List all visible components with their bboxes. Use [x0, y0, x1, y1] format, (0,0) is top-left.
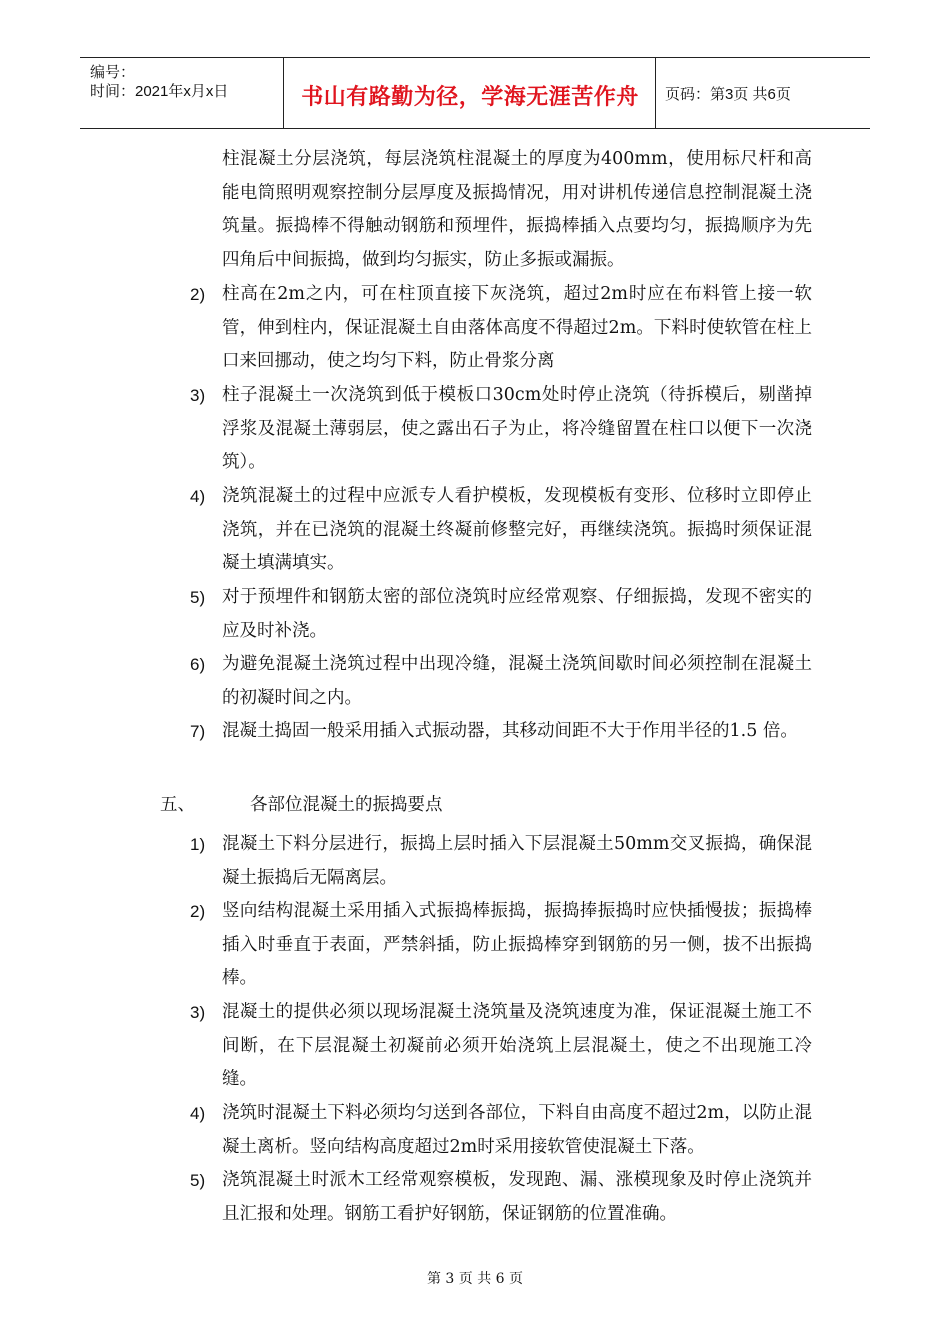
number-label: 编号： — [90, 64, 136, 81]
page-header — [80, 57, 870, 129]
list-number: 3) — [190, 386, 206, 405]
section-number: 五、 — [160, 795, 195, 815]
list-text: 对于预埋件和钢筋太密的部位浇筑时应经常观察、仔细振捣，发现不密实的应及时补浇。 — [222, 587, 812, 641]
list-text: 柱子混凝土一次浇筑到低于模板口30cm处时停止浇筑（待拆模后，剔凿掉浮浆及混凝土薄弱层，使之露出石子为止，将冷缝留置在柱口以便下一次浇筑）。 — [222, 385, 812, 472]
list-text: 混凝土的提供必须以现场混凝土浇筑量及浇筑速度为准，保证混凝土施工不间断，在下层混凝土初凝前必须开始浇筑上层混凝土，使之不出现施工冷缝。 — [222, 1002, 812, 1089]
header-divider — [655, 58, 656, 128]
list-text: 柱高在2m之内，可在柱顶直接下灰浇筑，超过2m时应在布料管上接一软管，伸到柱内，保证混凝土自由落体高度不得超过2m。下料时使软管在柱上口来回挪动，使之均匀下料，防止骨浆分离 — [222, 284, 812, 371]
list-text: 浇筑时混凝土下料必须均匀送到各部位，下料自由高度不超过2m，以防止混凝土离析。竖向结构高度超过2m时采用接软管使混凝土下落。 — [222, 1103, 812, 1157]
time-label: 时间：2021年x月x日 — [90, 83, 229, 100]
page-footer: 第 3 页 共 6 页 — [426, 1271, 524, 1287]
list-number: 2) — [190, 902, 206, 921]
list-number: 4) — [190, 487, 206, 506]
section-title: 各部位混凝土的振捣要点 — [250, 795, 443, 815]
list-number: 5) — [190, 1171, 206, 1190]
list-text: 混凝土捣固一般采用插入式振动器，其移动间距不大于作用半径的1.5 倍。 — [222, 721, 798, 741]
header-divider — [283, 58, 284, 128]
list-text: 混凝土下料分层进行，振捣上层时插入下层混凝土50mm交叉振捣，确保混凝土振捣后无隔离层。 — [222, 834, 812, 888]
list-text: 为避免混凝土浇筑过程中出现冷缝，混凝土浇筑间歇时间必须控制在混凝土的初凝时间之内。 — [222, 654, 812, 708]
list-text: 浇筑混凝土的过程中应派专人看护模板，发现模板有变形、位移时立即停止浇筑，并在已浇筑的混凝土终凝前修整完好，再继续浇筑。振捣时须保证混凝土填满填实。 — [222, 486, 812, 573]
list-number: 6) — [190, 655, 206, 674]
header-meta — [90, 63, 228, 101]
list-text: 浇筑混凝土时派木工经常观察模板，发现跑、漏、涨模现象及时停止浇筑并且汇报和处理。钢筋工看护好钢筋，保证钢筋的位置准确。 — [222, 1170, 812, 1224]
list-number: 7) — [190, 722, 206, 741]
list-number: 5) — [190, 588, 206, 607]
list-text: 竖向结构混凝土采用插入式振捣棒振捣，振捣捧振捣时应快插慢拔；振捣棒插入时垂直于表面，严禁斜插，防止振捣棒穿到钢筋的另一侧，拔不出振捣棒。 — [222, 901, 812, 988]
header-motto: 书山有路勤为径，学海无涯苦作舟 — [301, 85, 639, 110]
list-number: 1) — [190, 835, 206, 854]
list-number: 2) — [190, 285, 206, 304]
list-number: 3) — [190, 1003, 206, 1022]
list-number: 4) — [190, 1104, 206, 1123]
continuation-paragraph: 柱混凝土分层浇筑，每层浇筑柱混凝土的厚度为400mm，使用标尺杆和高能电筒照明观察控制分层厚度及振捣情况，用对讲机传递信息控制混凝土浇筑量。振捣棒不得触动钢筋和预埋件，振捣棒插入点要均匀，振捣顺序为先四角后中间振捣，做到均匀振实，防止多振或漏振。 — [222, 149, 812, 270]
section-heading — [160, 791, 443, 816]
page-info: 页码：第3页 共6页 — [665, 86, 791, 103]
